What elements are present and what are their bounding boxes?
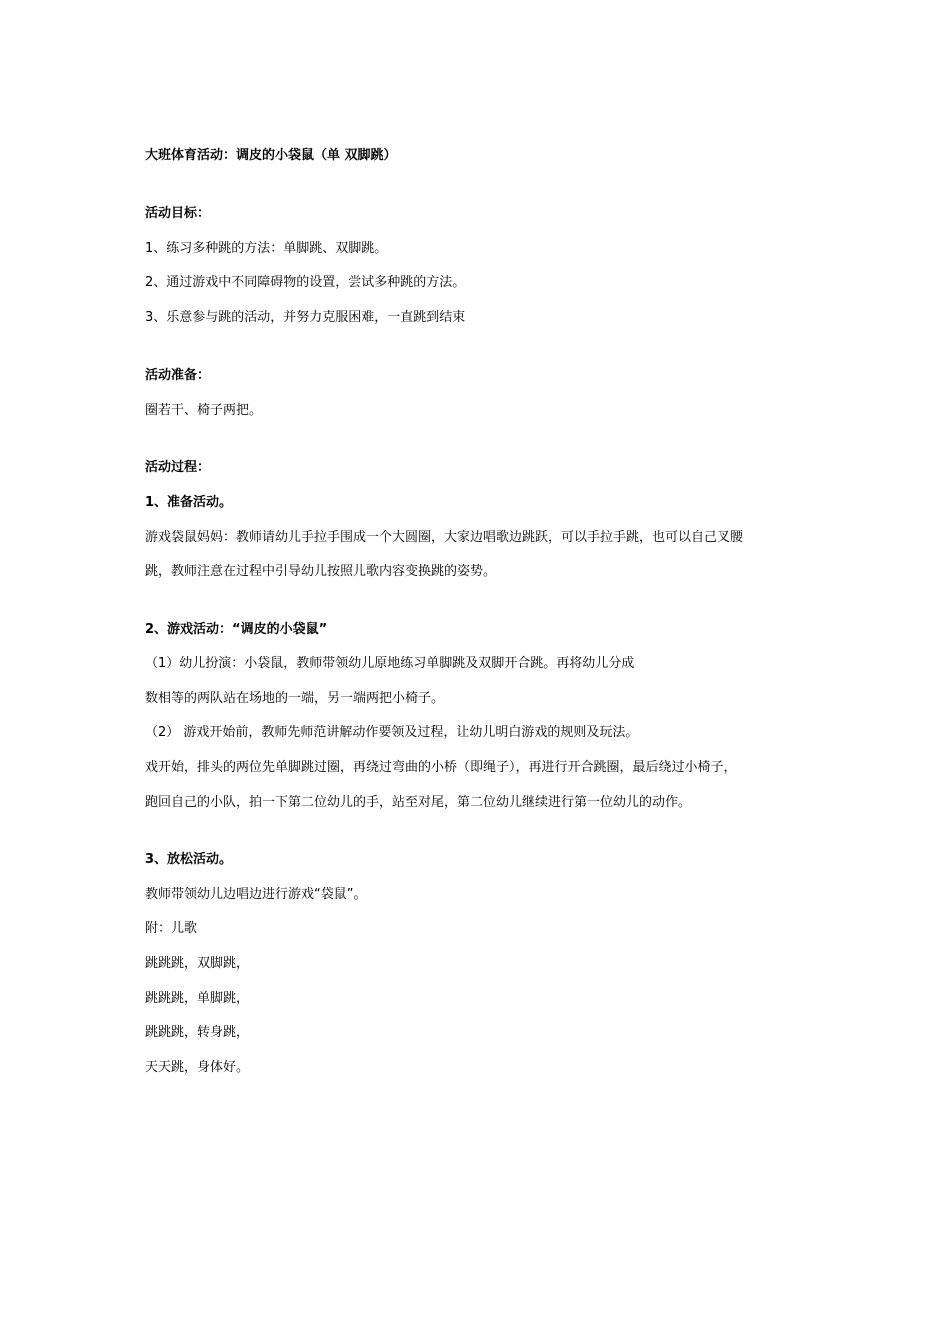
song-line-4: 天天跳，身体好。 [145,1060,250,1075]
step2-line-1: （1）幼儿扮演：小袋鼠，教师带领幼儿原地练习单脚跳及双脚开合跳。再将幼儿分成 [145,656,635,671]
step3-heading: 3、放松活动。 [145,852,233,867]
song-line-3: 跳跳跳，转身跳， [145,1025,250,1040]
goal-item-3: 3、乐意参与跳的活动，并努力克服困难，一直跳到结束 [145,310,466,325]
goal-item-2: 2、通过游戏中不同障碍物的设置，尝试多种跳的方法。 [145,275,466,290]
document-title: 大班体育活动：调皮的小袋鼠（单 双脚跳） [145,148,397,163]
prep-text: 圈若干、椅子两把。 [145,403,263,418]
prep-heading: 活动准备： [145,368,211,383]
step1-line-1: 游戏袋鼠妈妈：教师请幼儿手拉手围成一个大圆圈，大家边唱歌边跳跃，可以手拉手跳，也可以自己叉腰 [145,530,744,545]
step3-line-2: 附：儿歌 [145,921,198,936]
goal-item-1: 1、练习多种跳的方法：单脚跳、双脚跳。 [145,241,388,256]
step2-heading: 2、游戏活动：“调皮的小袋鼠” [145,622,328,637]
process-heading: 活动过程： [145,460,211,475]
step2-line-5: 跑回自己的小队，拍一下第二位幼儿的手，站至对尾，第二位幼儿继续进行第一位幼儿的动作。 [145,795,692,810]
step1-heading: 1、准备活动。 [145,495,233,510]
step2-line-3: （2） 游戏开始前，教师先师范讲解动作要领及过程，让幼儿明白游戏的规则及玩法。 [145,725,639,740]
step3-line-1: 教师带领幼儿边唱边进行游戏“袋鼠”。 [145,887,367,902]
goals-heading: 活动目标： [145,206,211,221]
step2-line-4: 戏开始，排头的两位先单脚跳过圈，再绕过弯曲的小桥（即绳子），再进行开合跳圈，最后绕过小椅子， [145,760,737,775]
step2-line-2: 数相等的两队站在场地的一端，另一端两把小椅子。 [145,691,445,706]
song-line-2: 跳跳跳，单脚跳， [145,991,250,1006]
step1-line-2: 跳，教师注意在过程中引导幼儿按照儿歌内容变换跳的姿势。 [145,564,497,579]
song-line-1: 跳跳跳，双脚跳， [145,956,250,971]
